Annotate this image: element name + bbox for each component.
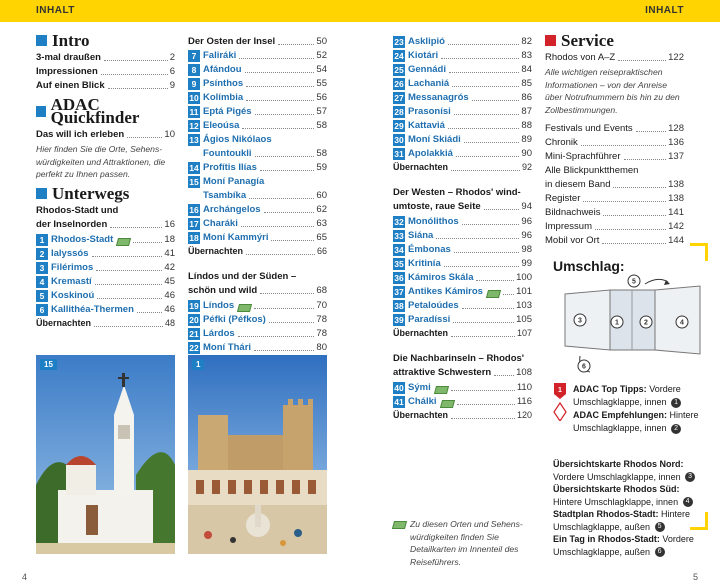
yellow-bracket <box>705 512 708 530</box>
toc-row-place[interactable]: 13 Ágios Nikólaos <box>189 134 272 145</box>
num-circle: 2 <box>671 424 681 434</box>
toc-row-place[interactable]: 20 Péfki (Péfkos) 78 <box>189 314 327 325</box>
toc-row-group[interactable]: Der Osten der Insel 50 <box>188 36 327 47</box>
photo-badge: 1 <box>192 359 204 370</box>
svg-text:1: 1 <box>558 387 562 394</box>
toc-row-place[interactable]: 31 Apolakkiá 90 <box>394 148 532 159</box>
diagram-num: 6 <box>582 363 586 371</box>
place-number: 19 <box>189 301 199 311</box>
toc-row-place[interactable]: 4 Kremastí 45 <box>36 275 175 288</box>
section-square-icon <box>36 106 46 117</box>
diagram-num: 3 <box>578 317 582 325</box>
place-number: 18 <box>189 233 199 243</box>
toc-row-place[interactable]: 6 Kallithéa-Thermen 46 <box>36 303 175 316</box>
diagram-num: 2 <box>644 319 648 327</box>
toc-row[interactable]: Auf einen Blick 9 <box>36 80 175 91</box>
column-1 <box>36 31 175 331</box>
photo-castle <box>188 355 327 554</box>
quickfinder-note: Hier finden Sie die Orte, Sehens-würdigkeiten und Attraktionen, die perfekt zu Ihnen passen. <box>36 144 166 179</box>
toc-row[interactable]: 3-mal draußen 2 <box>36 52 175 63</box>
place-number: 6 <box>36 304 48 316</box>
toc-row-blick[interactable]: Alle Blickpunktthemen <box>545 165 639 176</box>
quickfinder-heading: ADAC Quickfinder <box>36 98 175 124</box>
toc-row-place-cont[interactable]: Tsambíka 60 <box>203 190 327 201</box>
map-icon <box>486 290 501 298</box>
place-number: 10 <box>189 93 199 103</box>
column-3 <box>393 34 532 423</box>
toc-row-place[interactable]: 12 Eleoúsa 58 <box>189 120 327 131</box>
place-number: 39 <box>394 315 404 325</box>
toc-row-place[interactable]: 25 Gennádi 84 <box>394 64 532 75</box>
toc-row[interactable]: Mobil vor Ort 144 <box>545 235 684 246</box>
place-number: 37 <box>394 287 404 297</box>
place-number: 33 <box>394 231 404 241</box>
service-heading: Service <box>545 34 684 47</box>
toc-row-place[interactable]: 18 Moní Kammýri 65 <box>189 232 327 243</box>
toc-row-place[interactable]: 41 Chálki 116 <box>394 396 532 407</box>
toc-row-place[interactable]: 14 Profítis Ilías 59 <box>189 162 327 173</box>
toc-row-quickfinder[interactable]: Das will ich erleben 10 <box>36 129 175 140</box>
place-number: 20 <box>189 315 199 325</box>
toc-row-place[interactable]: 21 Lárdos 78 <box>189 328 327 339</box>
map-icon <box>434 386 449 394</box>
toc-row[interactable]: Impressum 142 <box>545 221 684 232</box>
place-number: 1 <box>36 234 48 246</box>
num-circle: 6 <box>655 547 665 557</box>
place-number: 26 <box>394 79 404 89</box>
place-number: 34 <box>394 245 404 255</box>
diagram-num: 4 <box>680 319 684 327</box>
toc-row-place-cont[interactable]: Fountoukli 58 <box>203 148 327 159</box>
toc-row-place[interactable]: 27 Messanagrós 86 <box>394 92 532 103</box>
toc-row-blick-cont[interactable]: in diesem Band 138 <box>545 179 684 190</box>
header-left: INHALT <box>36 5 75 16</box>
map-icon <box>392 521 407 529</box>
map-icon <box>237 304 252 312</box>
castle-image <box>188 355 327 554</box>
toc-row-uebernachten[interactable]: Übernachten 66 <box>188 246 327 256</box>
toc-row-place[interactable]: 39 Paradíssi 105 <box>394 314 532 325</box>
unterwegs-heading: Unterwegs <box>36 187 175 200</box>
section-square-icon <box>36 188 47 199</box>
place-number: 16 <box>189 205 199 215</box>
place-number: 12 <box>189 121 199 131</box>
toc-row[interactable]: Mini-Sprachführer 137 <box>545 151 684 162</box>
place-number: 35 <box>394 259 404 269</box>
toc-row-group[interactable]: der Inselnorden 16 <box>36 218 175 230</box>
church-image <box>36 355 175 554</box>
toc-row-place[interactable]: 24 Kiotári 83 <box>394 50 532 61</box>
toc-row[interactable]: Register 138 <box>545 193 684 204</box>
toc-row-place[interactable]: 35 Kritinía 99 <box>394 258 532 269</box>
place-number: 30 <box>394 135 404 145</box>
toc-row[interactable]: Festivals und Events 128 <box>545 123 684 134</box>
toc-row-place[interactable]: 22 Moní Thári 80 <box>189 342 327 353</box>
column-2 <box>188 34 327 355</box>
toc-row-place[interactable]: 33 Siána 96 <box>394 230 532 241</box>
place-number: 24 <box>394 51 404 61</box>
map-icon <box>116 238 131 246</box>
toc-row-group[interactable]: attraktive Schwestern 108 <box>393 367 532 378</box>
toc-row-place[interactable]: 29 Kattaviá 88 <box>394 120 532 131</box>
diagram-num: 1 <box>615 319 619 327</box>
place-number: 5 <box>36 290 48 302</box>
group-heading: Die Nachbarinseln – Rhodos' <box>393 353 525 364</box>
place-number: 7 <box>188 50 200 62</box>
maps-block: Übersichtskarte Rhodos Nord: Vordere Umschlagklappe, innen 3 Übersichtskarte Rhodos Süd: Hintere Umschlagklappe, innen 4 Stadtplan Rhodos-Stadt: Hintere Umschlagklappe, außen 5 Ein Tag in Rhodos-Stadt: Vordere Umschlagklappe, außen 6 <box>553 459 694 557</box>
num-circle: 1 <box>671 398 681 408</box>
toc-row-place[interactable]: 28 Prasonísi 87 <box>394 106 532 117</box>
toc-row[interactable]: Impressionen 6 <box>36 66 175 77</box>
umschlag-heading: Umschlag: <box>553 258 625 274</box>
page-number-right: 5 <box>692 572 698 582</box>
place-number: 29 <box>394 121 404 131</box>
toc-row-group[interactable]: umtoste, raue Seite 94 <box>393 201 532 212</box>
place-number: 23 <box>394 37 404 47</box>
place-number: 11 <box>189 107 199 117</box>
photo-church <box>36 355 175 554</box>
place-number: 36 <box>394 273 404 283</box>
place-number: 40 <box>394 383 404 393</box>
place-number: 38 <box>394 301 404 311</box>
tip-markers-icon <box>553 383 567 421</box>
num-circle: 5 <box>655 522 665 532</box>
toc-row-place[interactable]: 26 Lachaniá 85 <box>394 78 532 89</box>
toc-row-place[interactable]: 23 Asklipió 82 <box>394 36 532 47</box>
toc-row-place[interactable]: 7 Faliráki 52 <box>188 49 327 62</box>
toc-row-place[interactable]: 16 Archángelos 62 <box>189 204 327 215</box>
cover-diagram <box>560 272 705 380</box>
group-heading: Der Westen – Rhodos' wind- <box>393 187 521 198</box>
column-4 <box>545 31 684 248</box>
place-number: 4 <box>36 276 48 288</box>
tips-block: 1 ADAC Top Tipps: Vordere Umschlagklappe, innen 1 ADAC Empfehlungen: Hintere Umschlagklappe, innen 2 <box>553 383 703 435</box>
toc-row-place[interactable]: 2 Ialyssós 41 <box>36 247 175 260</box>
place-number: 31 <box>394 149 404 159</box>
num-circle: 3 <box>685 472 695 482</box>
toc-row-place[interactable]: 19 Líndos 70 <box>189 300 327 311</box>
toc-row[interactable]: Bildnachweis 141 <box>545 207 684 218</box>
toc-row-uebernachten[interactable]: Übernachten 92 <box>393 162 532 172</box>
map-icon <box>439 400 454 408</box>
place-number: 21 <box>189 329 199 339</box>
toc-row-az[interactable]: Rhodos von A–Z 122 <box>545 52 684 63</box>
toc-row-place[interactable]: 5 Koskinoú 46 <box>36 289 175 302</box>
place-number: 8 <box>188 64 200 76</box>
toc-row-place[interactable]: 1 Rhodos-Stadt 18 <box>36 233 175 246</box>
az-note: Alle wichtigen reisepraktischen Informationen – von der Anreise über Notrufnummern bis hin zu den Zollbestimmungen. <box>545 67 680 115</box>
toc-row-place[interactable]: 11 Eptá Pigés 57 <box>189 106 327 117</box>
toc-row-uebernachten[interactable]: Übernachten 48 <box>36 317 175 328</box>
toc-row-uebernachten[interactable]: Übernachten 120 <box>393 410 532 420</box>
place-number: 9 <box>188 78 200 90</box>
place-number: 28 <box>394 107 404 117</box>
toc-row-place[interactable]: 10 Kolímbia 56 <box>189 92 327 103</box>
diagram-num: 5 <box>632 278 636 286</box>
intro-heading: Intro <box>36 34 175 47</box>
place-number: 27 <box>394 93 404 103</box>
toc-row-group[interactable]: schön und wild 68 <box>188 285 327 296</box>
photo-badge: 15 <box>40 359 57 370</box>
group-heading: Líndos und der Süden – <box>188 271 297 282</box>
place-number: 25 <box>394 65 404 75</box>
place-number: 32 <box>394 217 404 227</box>
header-right: INHALT <box>645 5 684 16</box>
num-circle: 4 <box>683 497 693 507</box>
place-number: 41 <box>394 397 404 407</box>
toc-row-place[interactable]: 3 Filérimos 42 <box>36 261 175 274</box>
place-number: 22 <box>189 343 199 353</box>
toc-row-place[interactable]: 15 Moní Panagía <box>189 176 265 187</box>
toc-row-place[interactable]: 36 Kámiros Skála 100 <box>394 272 532 283</box>
section-square-icon <box>545 35 556 46</box>
toc-row-place[interactable]: 37 Antikes Kámiros 101 <box>394 286 532 297</box>
toc-row-place[interactable]: 30 Moní Skiádi 89 <box>394 134 532 145</box>
toc-row-place[interactable]: 17 Charáki 63 <box>189 218 327 229</box>
toc-row-place[interactable]: 8 Afándou 54 <box>188 63 327 76</box>
header-bar <box>0 0 720 22</box>
place-number: 17 <box>189 219 199 229</box>
group-heading: Rhodos-Stadt und <box>36 204 119 216</box>
toc-row-uebernachten[interactable]: Übernachten 107 <box>393 328 532 338</box>
toc-row[interactable]: Chronik 136 <box>545 137 684 148</box>
toc-row-place[interactable]: 32 Monólithos 96 <box>394 216 532 227</box>
page-number-left: 4 <box>22 572 28 582</box>
map-legend-note: Zu diesen Orten und Sehens-würdigkeiten finden Sie Detailkarten im Innenteil des Reiseführers. <box>393 518 523 568</box>
toc-row-place[interactable]: 9 Psínthos 55 <box>188 77 327 90</box>
toc-row-place[interactable]: 38 Petaloúdes 103 <box>394 300 532 311</box>
place-number: 3 <box>36 262 48 274</box>
toc-row-place[interactable]: 34 Émbonas 98 <box>394 244 532 255</box>
toc-row-place[interactable]: 40 Sými 110 <box>394 382 532 393</box>
place-number: 2 <box>36 248 48 260</box>
section-square-icon <box>36 35 47 46</box>
yellow-bracket <box>705 243 708 261</box>
